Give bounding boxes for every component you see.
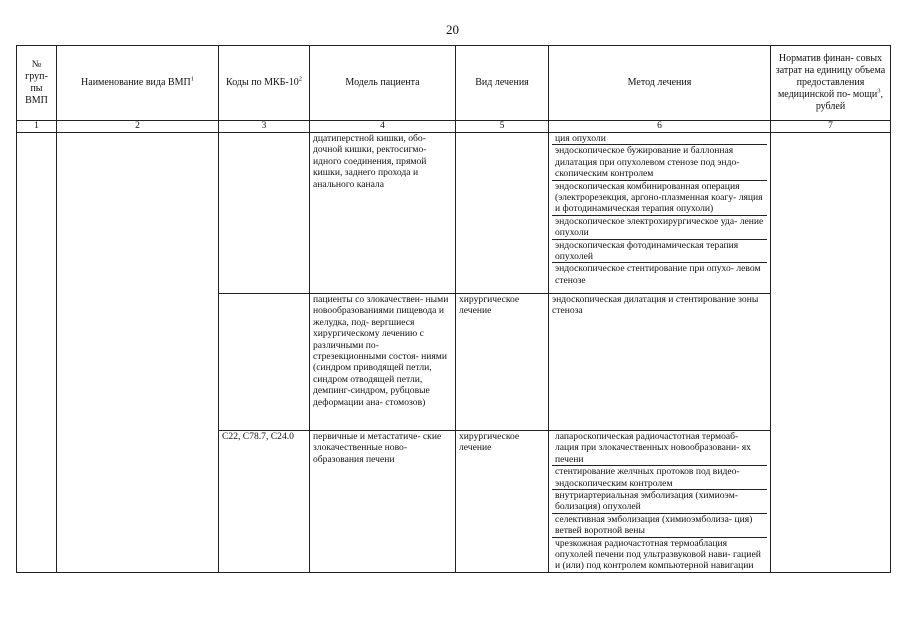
header-name: Наименование вида ВМП$^1$ bbox=[57, 46, 219, 121]
treatment-methods-cell: эндоскопическая дилатация и стентирование зоны стеноза bbox=[549, 294, 771, 431]
treatment-method: стентирование желчных протоков под видео- эндоскопическим контролем bbox=[552, 466, 767, 490]
patient-model-cell: пациенты со злокачествен- ными новообразованиями пищевода и желудка, под- вергшиеся хирургическому лечению с различными по- стрезекционными состоя- ниями (синдром приводящей петли, синдром отводящей петли, демпинг-синдром, рубцовые деформации ана- стомозов) bbox=[310, 294, 456, 431]
column-number: 4 bbox=[310, 121, 456, 133]
column-number: 3 bbox=[219, 121, 310, 133]
column-number: 5 bbox=[456, 121, 549, 133]
treatment-method: внутриартериальная эмболизация (химиоэм- болизация) опухолей bbox=[552, 490, 767, 514]
page-number: 20 bbox=[446, 22, 459, 37]
column-number: 6 bbox=[549, 121, 771, 133]
column-numbers-row bbox=[17, 121, 891, 133]
codes-cell: C22, C78.7, C24.0 bbox=[219, 431, 310, 573]
treatment-method: чрезкожная радиочастотная термоаблация опухолей печени под ультразвуковой нави- гацией и (или) под контролем компьютерной навигации bbox=[555, 537, 761, 572]
treatment-method: ция опухоли bbox=[552, 133, 767, 145]
header-norm: Норматив финан- совых затрат на единицу объема предоставления медицинской по- мощи$^3$, рублей bbox=[771, 46, 891, 121]
header-codes: Коды по МКБ-$10^2$ bbox=[219, 46, 310, 121]
header-group: № груп- пы ВМП bbox=[17, 46, 57, 121]
treatment-type-cell: хирургическое лечение bbox=[456, 294, 549, 431]
treatment-methods-cell bbox=[549, 133, 771, 294]
column-number: 2 bbox=[57, 121, 219, 133]
treatment-type-cell: хирургическое лечение bbox=[456, 431, 549, 573]
header-model: Модель пациента bbox=[310, 46, 456, 121]
column-number: 1 bbox=[17, 121, 57, 133]
treatment-method: эндоскопическое электрохирургическое уда- ление опухоли bbox=[552, 216, 767, 240]
codes-cell bbox=[219, 294, 310, 431]
patient-model-cell: дцатиперстной кишки, обо- дочной кишки, ректосигмо- идного соединения, прямой кишки, заднего прохода и анального канала bbox=[310, 133, 456, 294]
treatment-method: эндоскопическая фотодинамическая терапия опухолей bbox=[552, 240, 767, 264]
table-row bbox=[17, 133, 891, 294]
header-row bbox=[17, 46, 891, 121]
treatment-method: селективная эмболизация (химиоэмболиза- ция) ветвей воротной вены bbox=[552, 514, 767, 538]
codes-cell bbox=[219, 133, 310, 294]
group-cell bbox=[17, 133, 57, 573]
treatment-type-cell bbox=[456, 133, 549, 294]
treatment-methods-cell bbox=[549, 431, 771, 573]
treatment-method: лапароскопическая радиочастотная термоаб- лация при злокачественных новообразовани- ях печени bbox=[552, 431, 767, 466]
vmp-name-cell bbox=[57, 133, 219, 573]
header-treatment: Вид лечения bbox=[456, 46, 549, 121]
header-method: Метод лечения bbox=[549, 46, 771, 121]
treatment-method: эндоскопическое стентирование при опухо- левом стенозе bbox=[555, 263, 761, 286]
norm-cell bbox=[771, 133, 891, 573]
treatment-method: эндоскопическая комбинированная операция (электрорезекция, аргоно-плазменная коагу- ляция и фотодинамическая терапия опухоли) bbox=[552, 181, 767, 216]
column-number: 7 bbox=[771, 121, 891, 133]
treatment-method: эндоскопическое бужирование и баллонная дилатация при опухолевом стенозе под эндо- скопическим контролем bbox=[552, 145, 767, 180]
vmp-table bbox=[16, 45, 891, 573]
patient-model-cell: первичные и метастатиче- ские злокачественные ново- образования печени bbox=[310, 431, 456, 573]
